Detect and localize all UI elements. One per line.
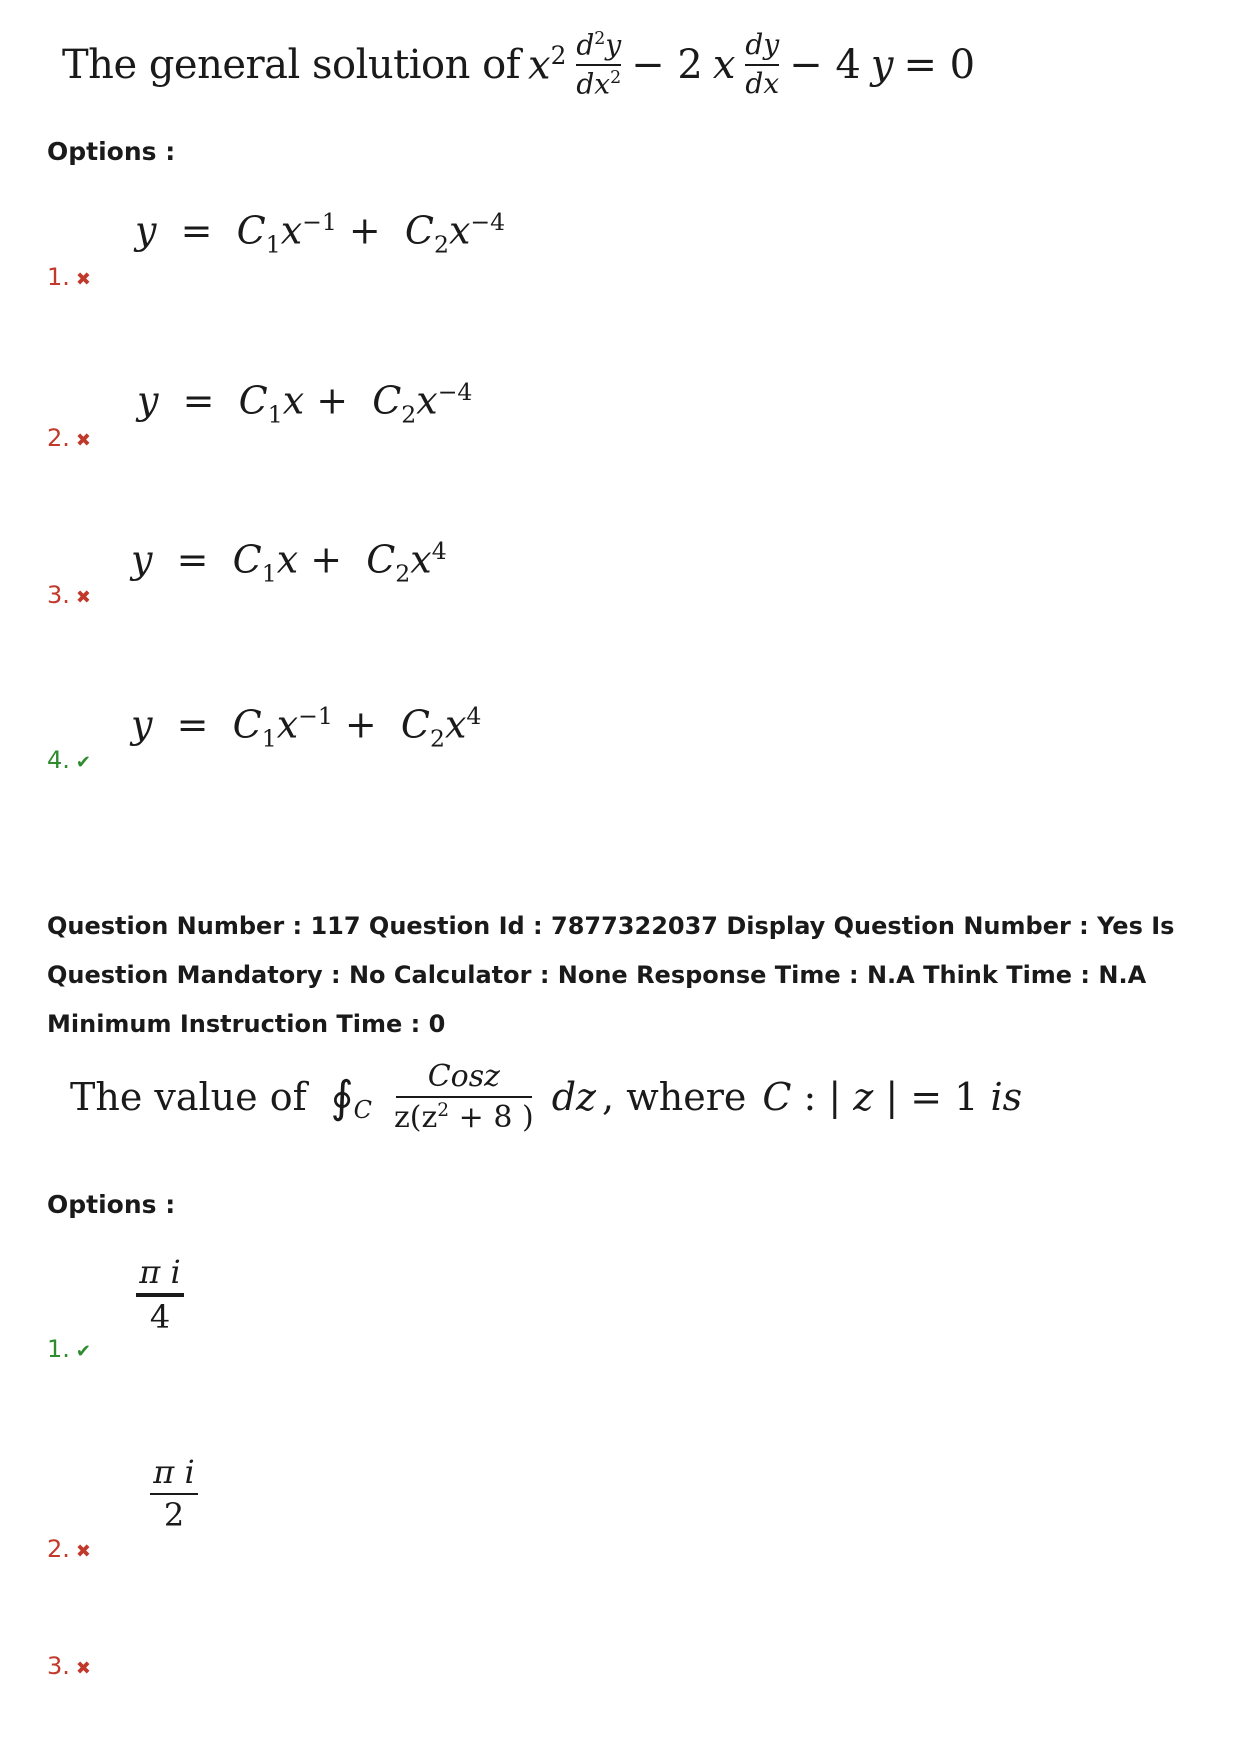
option-116-1[interactable] <box>47 263 91 291</box>
options-label-116: Options : <box>47 137 176 166</box>
option-117-1[interactable] <box>47 1335 91 1363</box>
option-116-1-expression: $y = C_1x^{-1} + C_2x^{-4}$ <box>135 208 506 259</box>
options-label-117: Options : <box>47 1190 176 1219</box>
option-116-3[interactable] <box>47 581 91 609</box>
wrong-mark-icon: ✖ <box>75 1658 91 1679</box>
question-117-stem-where: , where <box>602 1075 747 1119</box>
wrong-mark-icon: ✖ <box>75 430 91 451</box>
option-117-3[interactable] <box>47 1652 91 1680</box>
option-116-1-number: 1. <box>47 263 70 291</box>
option-116-4[interactable] <box>47 746 91 774</box>
option-117-1-number: 1. <box>47 1335 70 1363</box>
question-116-stem <box>62 30 975 100</box>
wrong-mark-icon: ✖ <box>75 1541 91 1562</box>
correct-mark-icon: ✔ <box>75 752 91 773</box>
option-116-4-expression: $y = C_1x^{-1} + C_2x^4$ <box>131 702 482 753</box>
contour-integral: ∮ $_C$ $\frac{\text{Cosz}}{z(z^2 + 8 )}$ dz <box>330 1059 597 1135</box>
option-116-3-number: 3. <box>47 581 70 609</box>
option-116-2-number: 2. <box>47 424 70 452</box>
option-117-3-number: 3. <box>47 1652 70 1680</box>
question-117-stem <box>70 1060 1022 1134</box>
option-116-3-expression: $y = C_1x + C_2x^4$ <box>131 537 447 588</box>
contour-condition: C : | z | = 1 is <box>762 1075 1023 1119</box>
question-116-equation: $x^2$ $\frac{d^2y}{dx^2}$ − 2 x $\frac{dy}{dx}$ − 4 y = 0 <box>528 28 976 101</box>
option-116-2-expression: $y = C_1x + C_2x^{-4}$ <box>137 378 473 429</box>
question-117-stem-text: The value of <box>70 1075 307 1119</box>
wrong-mark-icon: ✖ <box>75 269 91 290</box>
correct-mark-icon: ✔ <box>75 1341 91 1362</box>
option-116-2[interactable] <box>47 424 91 452</box>
option-116-4-number: 4. <box>47 746 70 774</box>
wrong-mark-icon: ✖ <box>75 587 91 608</box>
question-116-stem-text: The general solution of <box>62 42 520 89</box>
option-117-2[interactable] <box>47 1535 91 1563</box>
option-117-1-expression: $\frac{\text{π i}}{4}$ <box>136 1255 184 1335</box>
question-117-info: Question Number : 117 Question Id : 7877322037 Display Question Number : Yes Is Question Mandatory : No Calculator : None Response Time : N.A Think Time : N.A Minimum Instruction Time : 0 <box>47 912 1175 1038</box>
option-117-2-number: 2. <box>47 1535 70 1563</box>
option-117-2-expression: $\frac{\text{π i}}{2}$ <box>150 1455 198 1533</box>
